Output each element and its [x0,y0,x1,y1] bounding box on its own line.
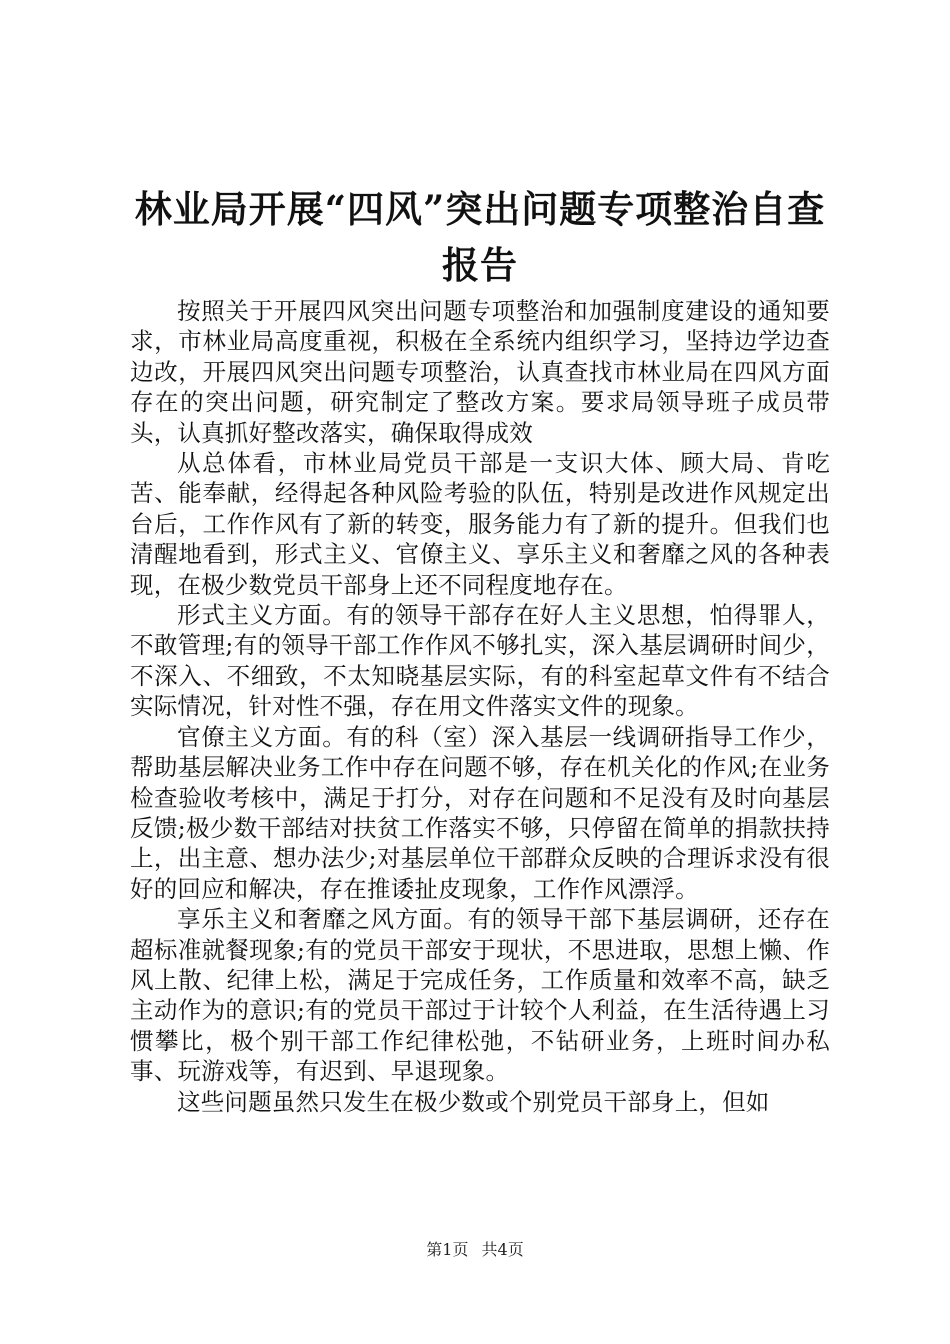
document-body [130,296,830,1117]
paragraph: 这些问题虽然只发生在极少数或个别党员干部身上，但如 [177,1087,770,1116]
paragraph: 享乐主义和奢靡之风方面。有的领导干部下基层调研，还存在超标准就餐现象;有的党员干部安于现状，不思进取，思想上懒、作风上散、纪律上松，满足于完成任务，工作质量和效率不高，缺乏主动作为的意识;有的党员干部过于计较个人利益，在生活待遇上习惯攀比，极个别干部工作纪律松弛，不钻研业务，上班时间办私事、玩游戏等，有迟到、早退现象。 [130,905,830,1086]
page-number: 第1页 [426,1240,469,1259]
paragraph: 形式主义方面。有的领导干部存在好人主义思想，怕得罪人，不敢管理;有的领导干部工作作风不够扎实，深入基层调研时间少，不深入、不细致，不太知晓基层实际，有的科室起草文件有不结合实际情况，针对性不强，存在用文件落实文件的现象。 [130,601,830,721]
page-total: 共4页 [481,1240,524,1259]
document-title: 林业局开展“四风”突出问题专项整治自查报告 [134,186,826,287]
paragraph: 官僚主义方面。有的科（室）深入基层一线调研指导工作少，帮助基层解决业务工作中存在问题不够，存在机关化的作风;在业务检查验收考核中，满足于打分，对存在问题和不足没有及时向基层反馈;极少数干部结对扶贫工作落实不够，只停留在简单的捐款扶持上，出主意、想办法少;对基层单位干部群众反映的合理诉求没有很好的回应和解决，存在推诿扯皮现象，工作作风漂浮。 [130,722,830,903]
page-footer [0,1240,950,1260]
paragraph: 从总体看，市林业局党员干部是一支识大体、顾大局、肯吃苦、能奉献，经得起各种风险考验的队伍，特别是改进作风规定出台后，工作作风有了新的转变，服务能力有了新的提升。但我们也清醒地看到，形式主义、官僚主义、享乐主义和奢靡之风的各种表现，在极少数党员干部身上还不同程度地存在。 [130,449,830,599]
paragraph: 按照关于开展四风突出问题专项整治和加强制度建设的通知要求，市林业局高度重视，积极在全系统内组织学习，坚持边学边查边改，开展四风突出问题专项整治，认真查找市林业局在四风方面存在的突出问题，研究制定了整改方案。要求局领导班子成员带头，认真抓好整改落实，确保取得成效 [130,297,830,447]
